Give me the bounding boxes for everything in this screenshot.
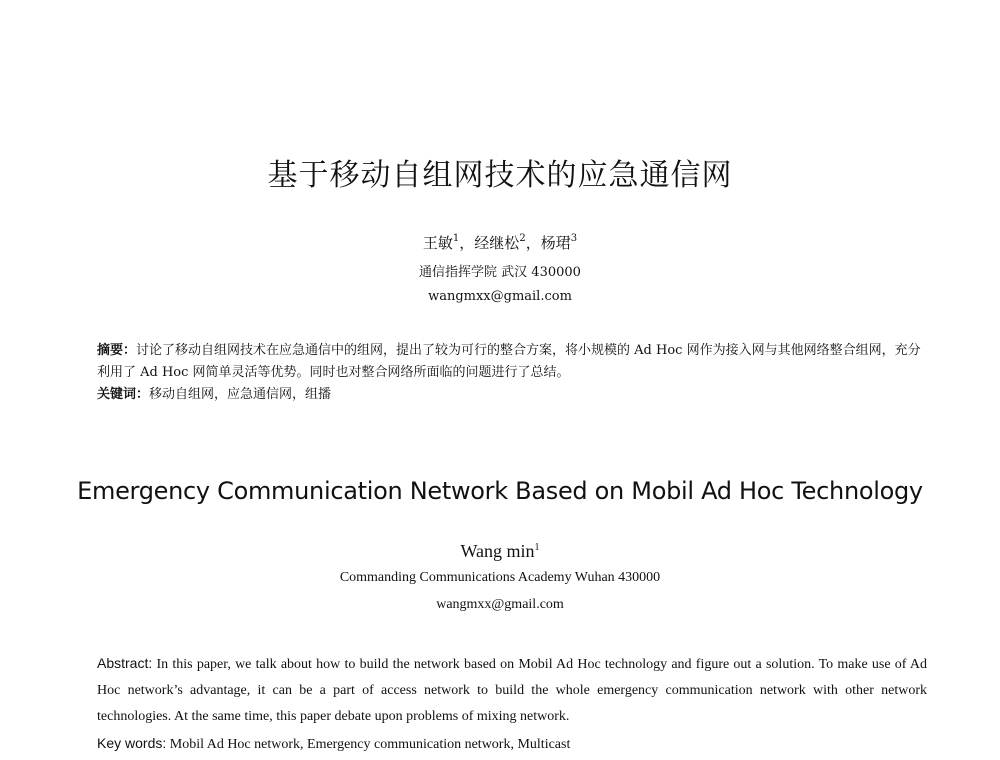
- en-abstract-label: Abstract:: [97, 655, 153, 671]
- en-abstract: [97, 650, 927, 730]
- en-abstract-text: In this paper, we talk about how to build the network based on Mobil Ad Hoc technology and figure out a solution. To make use of Ad Hoc network’s advantage, it can be a part of access network to build the whole emergency communication network with other network technologies. At the same time, this paper debate upon problems of mixing network.: [97, 657, 928, 724]
- cn-email: wangmxx@gmail.com: [428, 289, 572, 304]
- cn-abstract-text: 讨论了移动自组网技术在应急通信中的组网，提出了较为可行的整合方案，将小规模的 Ad Hoc 网作为接入网与其他网络整合组网，充分利用了 Ad Hoc 网简单灵活等优势。同时也对整合网络所面临的问题进行了总结。: [97, 343, 921, 380]
- cn-author-separator: ，: [525, 234, 541, 252]
- cn-author-separator: ，: [459, 234, 475, 252]
- en-keywords-label: Key words:: [97, 735, 167, 751]
- en-keywords: [97, 730, 927, 758]
- en-author-affil-mark: 1: [534, 542, 540, 553]
- cn-abstract-label: 摘要：: [97, 343, 137, 358]
- cn-affiliation: 通信指挥学院 武汉 430000: [419, 265, 581, 280]
- cn-abstract-block: [97, 340, 927, 406]
- cn-author-affil-mark: 2: [519, 233, 526, 244]
- cn-author-affil-mark: 1: [452, 233, 460, 244]
- cn-keywords: [97, 384, 927, 406]
- en-affiliation: Commanding Communications Academy Wuhan 430000: [339, 570, 661, 585]
- en-paper-title: Emergency Communication Network Based on Mobil Ad Hoc Technology: [77, 477, 923, 505]
- cn-author-name: 杨珺: [540, 234, 571, 252]
- en-author-line: [0, 541, 1000, 562]
- en-abstract-block: [97, 650, 927, 758]
- cn-keywords-label: 关键词：: [97, 387, 150, 402]
- cn-paper-title: 基于移动自组网技术的应急通信网: [267, 158, 733, 193]
- en-author-name: Wang min: [460, 541, 535, 561]
- cn-author-name: 王敏: [422, 234, 453, 252]
- cn-abstract: [97, 340, 927, 384]
- cn-author-list: [0, 232, 1000, 253]
- en-email: wangmxx@gmail.com: [436, 597, 564, 612]
- cn-keywords-text: 移动自组网，应急通信网，组播: [149, 387, 332, 402]
- en-keywords-text: Mobil Ad Hoc network, Emergency communication network, Multicast: [169, 737, 571, 752]
- cn-author-name: 经继松: [474, 234, 520, 252]
- cn-author-affil-mark: 3: [570, 233, 578, 244]
